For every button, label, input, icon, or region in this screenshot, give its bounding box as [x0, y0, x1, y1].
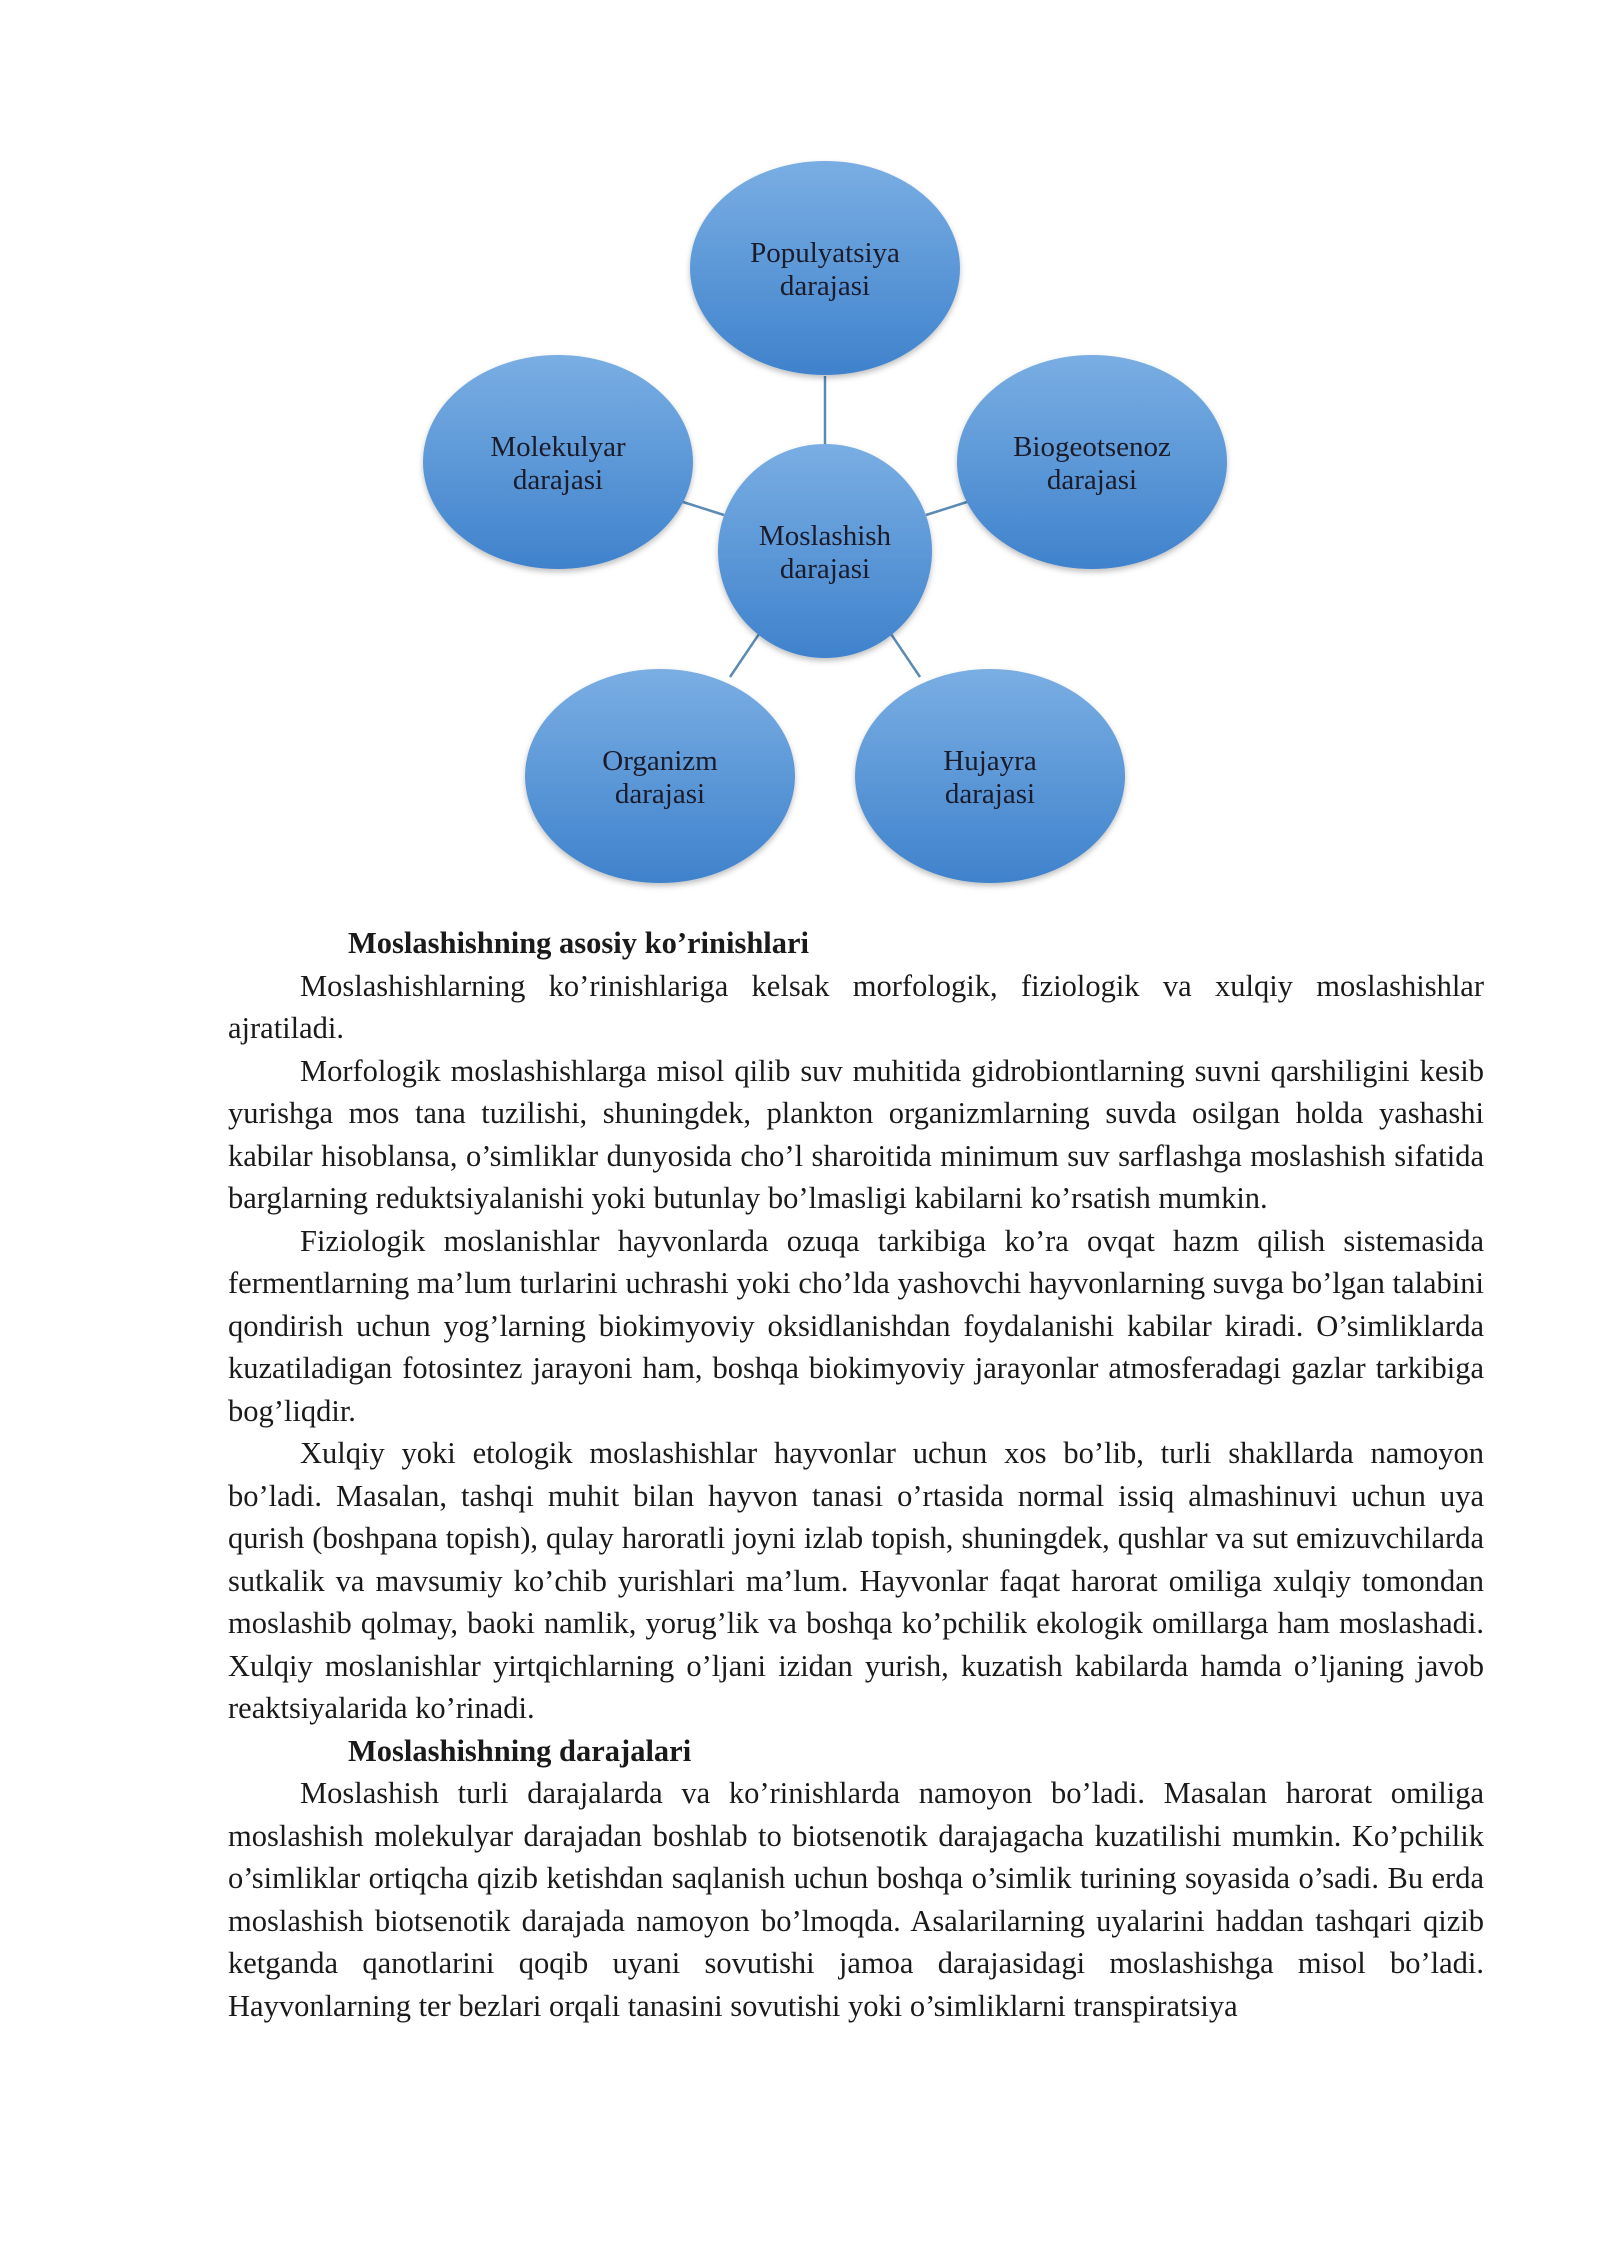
node-label-line2: darajasi: [779, 553, 871, 585]
connector-biogeotsenoz: [926, 502, 967, 515]
node-label-line2: darajasi: [512, 464, 604, 496]
section-levels: [228, 1730, 1484, 2028]
connector-organizm: [730, 634, 759, 677]
paragraph: Morfologik moslashishlarga misol qilib suv muhitida gidrobiontlarning suvni qarshiligini kesib yurishga mos tana tuzilishi, shuningdek, plankton organizmlarning suvda osilgan holda yashashi kabilar hisoblansa, o’simliklar dunyosida cho’l sharoitida minimum suv sarflashga moslashish sifatida barglarning reduktsiyalanishi yoki butunlay bo’lmasligi kabilarni ko’rsatish mumkin.: [228, 1053, 1484, 1215]
node-center-moslashish: [718, 444, 932, 658]
paragraph: Fiziologik moslanishlar hayvonlarda ozuqa tarkibiga ko’ra ovqat hazm qilish sistemasida fermentlarning ma’lum turlarini uchrashi yoki cho’lda yashovchi hayvonlarning suvga bo’lgan talabini qondirish uchun yog’larning biokimyoviy oksidlanishdan foydalanishi kabilar kiradi. O’simliklarda kuzatiladigan fotosintez jarayoni ham, boshqa biokimyoviy jarayonlar atmosferadagi gazlar tarkibiga bog’liqdir.: [228, 1223, 1484, 1428]
node-label-line1: Populyatsiya: [750, 237, 900, 269]
node-label-line1: Moslashish: [758, 520, 892, 552]
connector-molekulyar: [683, 502, 724, 515]
paragraph: Xulqiy yoki etologik moslashishlar hayvonlar uchun xos bo’lib, turli shakllarda namoyon bo’ladi. Masalan, tashqi muhit bilan hayvon tanasi o’rtasida normal issiq almashinuvi uchun uya qurish (boshpana topish), qulay haroratli joyni izlab topish, shuningdek, qushlar va sut emizuvchilarda sutkalik va mavsumiy ko’chib yurishlari ma’lum. Hayvonlar faqat harorat omiliga xulqiy tomondan moslashib qolmay, baoki namlik, yorug’lik va boshqa ko’pchilik ekologik omillarga ham moslashadi. Xulqiy moslanishlar yirtqichlarning o’ljani izidan yurish, kuzatish kabilarda hamda o’ljaning javob reaktsiyalarida ko’rinadi.: [228, 1436, 1484, 1725]
connector-hujayra: [891, 634, 920, 677]
section-heading: Moslashishning darajalari: [348, 1733, 692, 1768]
node-label-line2: darajasi: [614, 778, 706, 810]
paragraph: Moslashish turli darajalarda va ko’rinishlarda namoyon bo’ladi. Masalan harorat omiliga moslashish molekulyar darajadan boshlab to biotsenotik darajagacha kuzatilishi mumkin. Ko’pchilik o’simliklar ortiqcha qizib ketishdan saqlanish uchun boshqa o’simlik turining soyasida o’sadi. Bu erda moslashish biotsenotik darajada namoyon bo’lmoqda. Asalarilarning uyalarini haddan tashqari qizib ketganda qanotlarini qoqib uyani sovutishi jamoa darajasidagi moslashishga misol bo’ladi. Hayvonlarning ter bezlari orqali tanasini sovutishi yoki o’simliklarni transpiratsiya: [228, 1776, 1484, 2023]
node-populyatsiya: [690, 161, 960, 375]
paragraph: Moslashishlarning ko’rinishlariga kelsak morfologik, fiziologik va xulqiy moslashishlar ajratiladi.: [228, 968, 1484, 1045]
node-label-line1: Molekulyar: [490, 431, 626, 463]
node-hujayra: [855, 669, 1125, 883]
node-label-line2: darajasi: [1046, 464, 1138, 496]
node-label-line2: darajasi: [779, 270, 871, 302]
node-biogeotsenoz: [957, 355, 1227, 569]
node-label-line1: Organizm: [602, 745, 718, 777]
document-body: [228, 922, 1484, 2027]
node-organizm: [525, 669, 795, 883]
section-heading: Moslashishning asosiy ko’rinishlari: [348, 926, 810, 960]
node-label-line2: darajasi: [944, 778, 1036, 810]
node-molekulyar: [423, 355, 693, 569]
section-main-forms: [228, 922, 1484, 1730]
node-label-line1: Biogeotsenoz: [1013, 431, 1171, 463]
adaptation-levels-diagram: [0, 0, 1600, 900]
node-label-line1: Hujayra: [943, 745, 1037, 777]
